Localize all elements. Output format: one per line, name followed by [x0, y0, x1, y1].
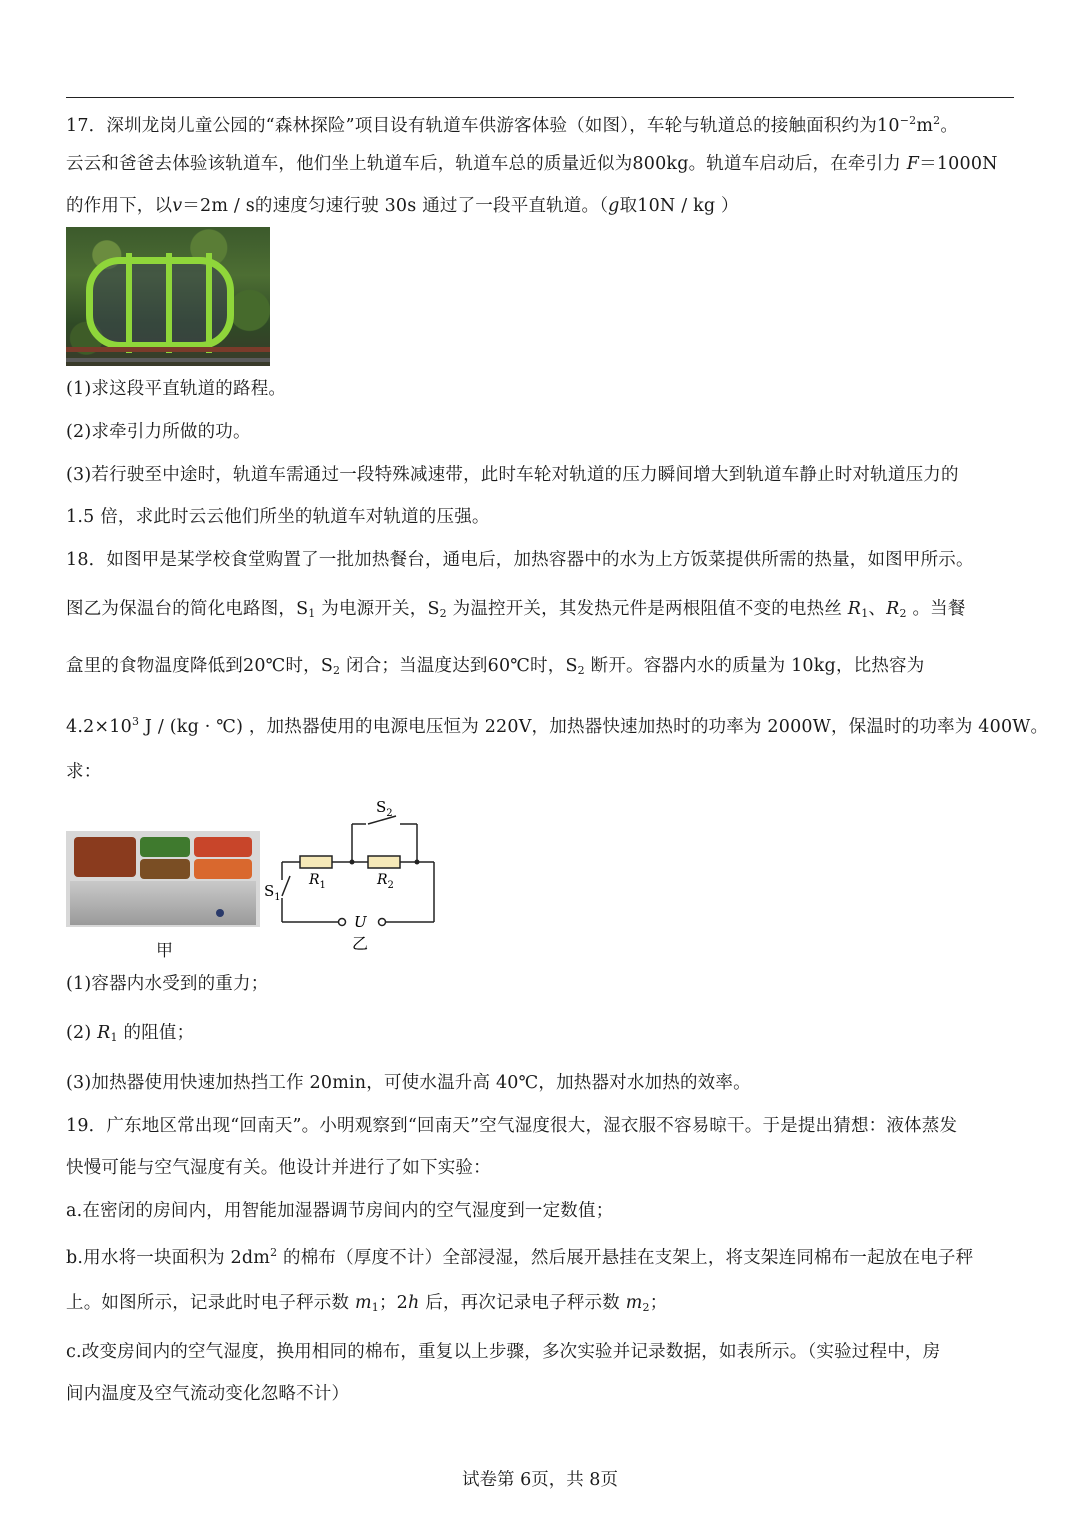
top-rule	[66, 97, 1014, 98]
svg-text:乙: 乙	[352, 934, 369, 953]
q19-step-a: a.在密闭的房间内，用智能加湿器调节房间内的空气湿度到一定数值；	[66, 1201, 614, 1221]
q19-step-b-line1: b.用水将一块面积为 $2dm^2$ 的棉布（厚度不计）全部浸湿，然后展开悬挂在支架上，将支架连同棉布一起放在电子秤	[66, 1246, 974, 1268]
svg-text:R1: $R_1$	[309, 872, 326, 891]
q18-sub3: (3)加热器使用快速加热挡工作 20min，可使水温升高 40℃，加热器对水加热的效率。	[66, 1073, 751, 1093]
q18-sub1: (1)容器内水受到的重力；	[66, 974, 269, 994]
q19-line1: 19．广东地区常出现“回南天”。小明观察到“回南天”空气湿度很大，湿衣服不容易晾干。于是提出猜想：液体蒸发	[66, 1116, 958, 1136]
train-photo	[66, 227, 270, 366]
q17-sub3-line1: (3)若行驶至中途时，轨道车需通过一段特殊减速带，此时车轮对轨道的压力瞬间增大到轨道车静止时对轨道压力的	[66, 465, 959, 485]
svg-text:U: U	[354, 913, 367, 931]
q18-line3: 盒里的食物温度降低到20℃时，$S_2$ 闭合；当温度达到60℃时，$S_2$ 断开。容器内水的质量为 10kg，比热容为	[66, 656, 925, 677]
svg-text:S2: $S_2$	[376, 798, 393, 819]
page-footer: 试卷第 6页，共 8页	[462, 1470, 618, 1490]
q18-line5: 求：	[66, 762, 102, 782]
q18-line4: $4.2\times 10^3$ J / (kg · ℃) ，加热器使用的电源电压恒为 220V，加热器快速加热时的功率为 2000W，保温时的功率为 400W。	[66, 715, 1049, 737]
q17-sub2: (2)求牵引力所做的功。	[66, 422, 251, 442]
food-warmer-photo	[66, 831, 260, 927]
q17-line2: 云云和爸爸去体验该轨道车，他们坐上轨道车后，轨道车总的质量近似为800kg。轨道车启动后，在牵引力 F＝1000N	[66, 154, 998, 174]
svg-text:S1: $S_1$	[264, 882, 281, 903]
q19-step-b-line2: 上。如图所示，记录此时电子秤示数 $m_1$；2h 后，再次记录电子秤示数 $m_2$；	[66, 1293, 668, 1314]
circuit-diagram	[262, 796, 442, 956]
q18-sub2: (2) $R_1$ 的阻值；	[66, 1023, 195, 1044]
q17-sub1: (1)求这段平直轨道的路程。	[66, 379, 287, 399]
q17-sub3-line2: 1.5 倍，求此时云云他们所坐的轨道车对轨道的压强。	[66, 507, 490, 527]
q18-line2: 图乙为保温台的简化电路图，$S_1$ 为电源开关，$S_2$ 为温控开关，其发热元件是两根阻值不变的电热丝 $R_1$、$R_2$ 。当餐	[66, 599, 966, 620]
q19-step-c-line2: 间内温度及空气流动变化忽略不计）	[66, 1384, 350, 1404]
q17-line1: 17．深圳龙岗儿童公园的“森林探险”项目设有轨道车供游客体验（如图），车轮与轨道总的接触面积约为$10^{-2}m^2$。	[66, 114, 959, 136]
q18-line1: 18．如图甲是某学校食堂购置了一批加热餐台，通电后，加热容器中的水为上方饭菜提供所需的热量，如图甲所示。	[66, 550, 974, 570]
q19-line2: 快慢可能与空气湿度有关。他设计并进行了如下实验：	[66, 1158, 491, 1178]
svg-text:R2: $R_2$	[377, 872, 394, 891]
q17-line3: 的作用下，以v＝2m / s的速度匀速行驶 30s 通过了一段平直轨道。（g取10N / kg ）	[66, 196, 739, 216]
figure-caption-jia: 甲	[156, 941, 173, 961]
q19-step-c-line1: c.改变房间内的空气湿度，换用相同的棉布，重复以上步骤，多次实验并记录数据，如表所示。（实验过程中，房	[66, 1342, 941, 1362]
